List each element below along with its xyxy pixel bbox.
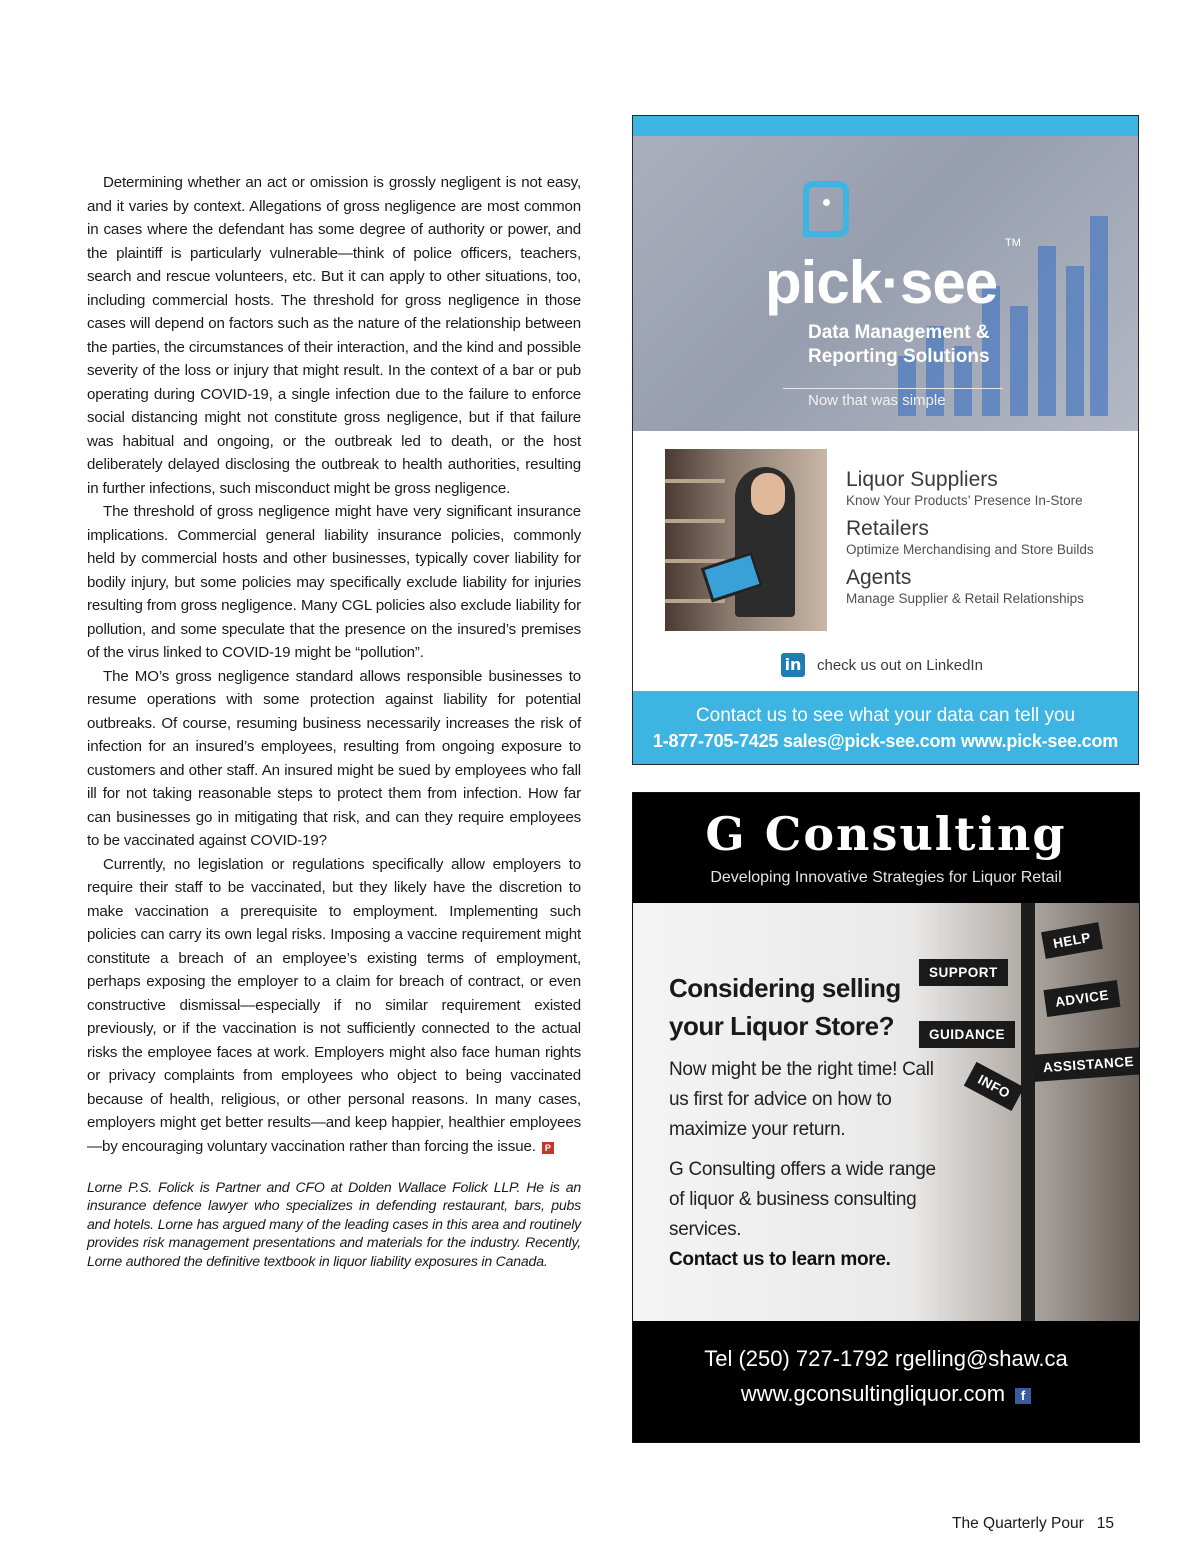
article-paragraph-text: Currently, no legislation or regulations specifically allow employers to require their staff to be vaccinated, but they likely have the discretion to make vaccination a prerequisite to employment. Implementing such policies can carry its own legal risks. Imposing a vaccine requirement might constitute a breach of an employee’s existing terms of employment, perhaps exposing the employer to a claim for breach of contract, or even constructive dismissal—especially if no similar requirement existed previously, or if the vaccination is not sufficiently connected to the actual risks the employee faces at work. Employers might also face human rights or privacy complaints from employees who object to being vaccinated because of health, religious, or other personal reasons. In many cases, employers might get better results—and keep happier, healthier employees—by encouraging voluntary vaccination rather than forcing the issue. (87, 855, 581, 1155)
contact-phone-email[interactable]: Tel (250) 727-1792 rgelling@shaw.ca (704, 1346, 1068, 1371)
sign-advice: ADVICE (1043, 980, 1120, 1017)
divider (783, 388, 1003, 389)
author-bio: Lorne P.S. Folick is Partner and CFO at Dolden Wallace Folick LLP. He is an insurance defence lawyer who specializes in defending restaurant, bars, pubs and hotels. Lorne has argued many of the leading cases in this area and routinely provides risk management presentations and materials for the industry. Recently, Lorne authored the definitive textbook in liquor liability exposures in Canada. (87, 1179, 581, 1269)
pitch-body: G Consulting offers a wide range of liquor & business consulting services. (669, 1159, 936, 1240)
page-number: 15 (1096, 1515, 1114, 1532)
segment-title: Liquor Suppliers (846, 468, 998, 491)
segment-subtitle: Optimize Merchandising and Store Builds (846, 542, 1094, 557)
ad-top-bar (633, 116, 1138, 136)
sign-info: INFO (964, 1062, 1025, 1111)
contact-details[interactable]: 1-877-705-7425 sales@pick-see.com www.pick-see.com (652, 731, 1119, 751)
segment-subtitle: Know Your Products’ Presence In-Store (846, 493, 1083, 508)
article-paragraph: The MO’s gross negligence standard allows responsible businesses to resume operations with some protection against liability for potential outbreaks. Of course, resuming business necessarily increases the risk of infection for an insured’s employees, resulting from ongoing exposure to customers and other staff. An insured might be sued by employees who fall ill for not taking reasonable steps to protect them from infection. How far can businesses go in mitigating that risk, and can they require employees to be vaccinated against COVID-19? (87, 667, 581, 849)
website-line[interactable] (633, 1381, 1139, 1407)
article-column (87, 171, 581, 1270)
segment-list (846, 468, 1136, 615)
ad-signpost-image (633, 903, 1139, 1321)
picksee-logo-icon (803, 181, 849, 237)
signpost-icon (1021, 903, 1035, 1321)
article-paragraph: The threshold of gross negligence might have very significant insurance implications. Commercial general liability insurance policies, commonly held by commercial hosts and other businesses, typically cover liability for bodily injury, but some policies may specifically exclude liability for injuries resulting from gross negligence. Many CGL policies also exclude liability for pollution, and some speculate that the presence on the insured’s premises of the virus linked to COVID-19 might be “pollution”. (87, 503, 581, 661)
sign-guidance: GUIDANCE (919, 1021, 1015, 1048)
page-footer (952, 1515, 1114, 1533)
linkedin-link[interactable] (781, 653, 983, 677)
segment-title: Agents (846, 566, 912, 589)
picksee-ad[interactable] (632, 115, 1139, 765)
article-paragraph (87, 853, 581, 1159)
gconsulting-ad[interactable] (632, 792, 1140, 1443)
article-paragraph: Determining whether an act or omission is grossly negligent is not easy, and it varies by context. Allegations of gross negligence are most common in cases where the defendant has some degree of authority or power, and the plaintiff is particularly vulnerable—think of police officers, teachers, search and rescue volunteers, etc. But it can apply to other situations, too, including commercial hosts. The threshold for gross negligence in those cases will depend on factors such as the nature of the relationship between the parties, the circumstances of their interaction, and the kind and possible severity of the loss or injury that might result. In the context of a bar or pub operating during COVID-19, a single infection due to the failure to enforce social distancing might not constitute gross negligence, but if that failure was habitual and ongoing, or the outbreak led to death, or the host deliberately delayed disclosing the outbreak to health authorities, resulting in further infections, such misconduct might be gross negligence. (87, 174, 581, 497)
trademark: TM (1005, 237, 1021, 249)
sign-help: HELP (1041, 922, 1103, 959)
ad-hero-image (633, 136, 1138, 431)
linkedin-icon: in (781, 653, 805, 677)
linkedin-text: check us out on LinkedIn (817, 656, 983, 674)
pitch-cta: Contact us to learn more. (669, 1249, 891, 1270)
store-photo (665, 449, 827, 631)
segment-title: Retailers (846, 517, 929, 540)
sign-support: SUPPORT (919, 959, 1008, 986)
gconsulting-title: G Consulting (705, 807, 1067, 861)
website-link[interactable]: www.gconsultingliquor.com (740, 1381, 1006, 1406)
ad-pitch (669, 969, 939, 1275)
end-of-article-icon: P (542, 1142, 554, 1154)
contact-line: Contact us to see what your data can tell you (695, 705, 1076, 726)
publication-name: The Quarterly Pour (952, 1515, 1084, 1532)
brand-name: pick·see (765, 249, 998, 316)
sign-assistance: ASSISTANCE (1032, 1047, 1139, 1082)
facebook-icon[interactable]: f (1015, 1388, 1031, 1404)
segment-subtitle: Manage Supplier & Retail Relationships (846, 591, 1084, 606)
pitch-headline: Considering selling your Liquor Store? (669, 973, 901, 1041)
gconsulting-subtitle: Developing Innovative Strategies for Liquor Retail (710, 869, 1062, 886)
pitch-body: Now might be the right time! Call us first for advice on how to maximize your return. (669, 1059, 934, 1140)
subtagline: Now that was simple (808, 392, 946, 409)
tagline: Data Management & Reporting Solutions (808, 322, 990, 367)
ad-contact-bar (633, 691, 1138, 764)
